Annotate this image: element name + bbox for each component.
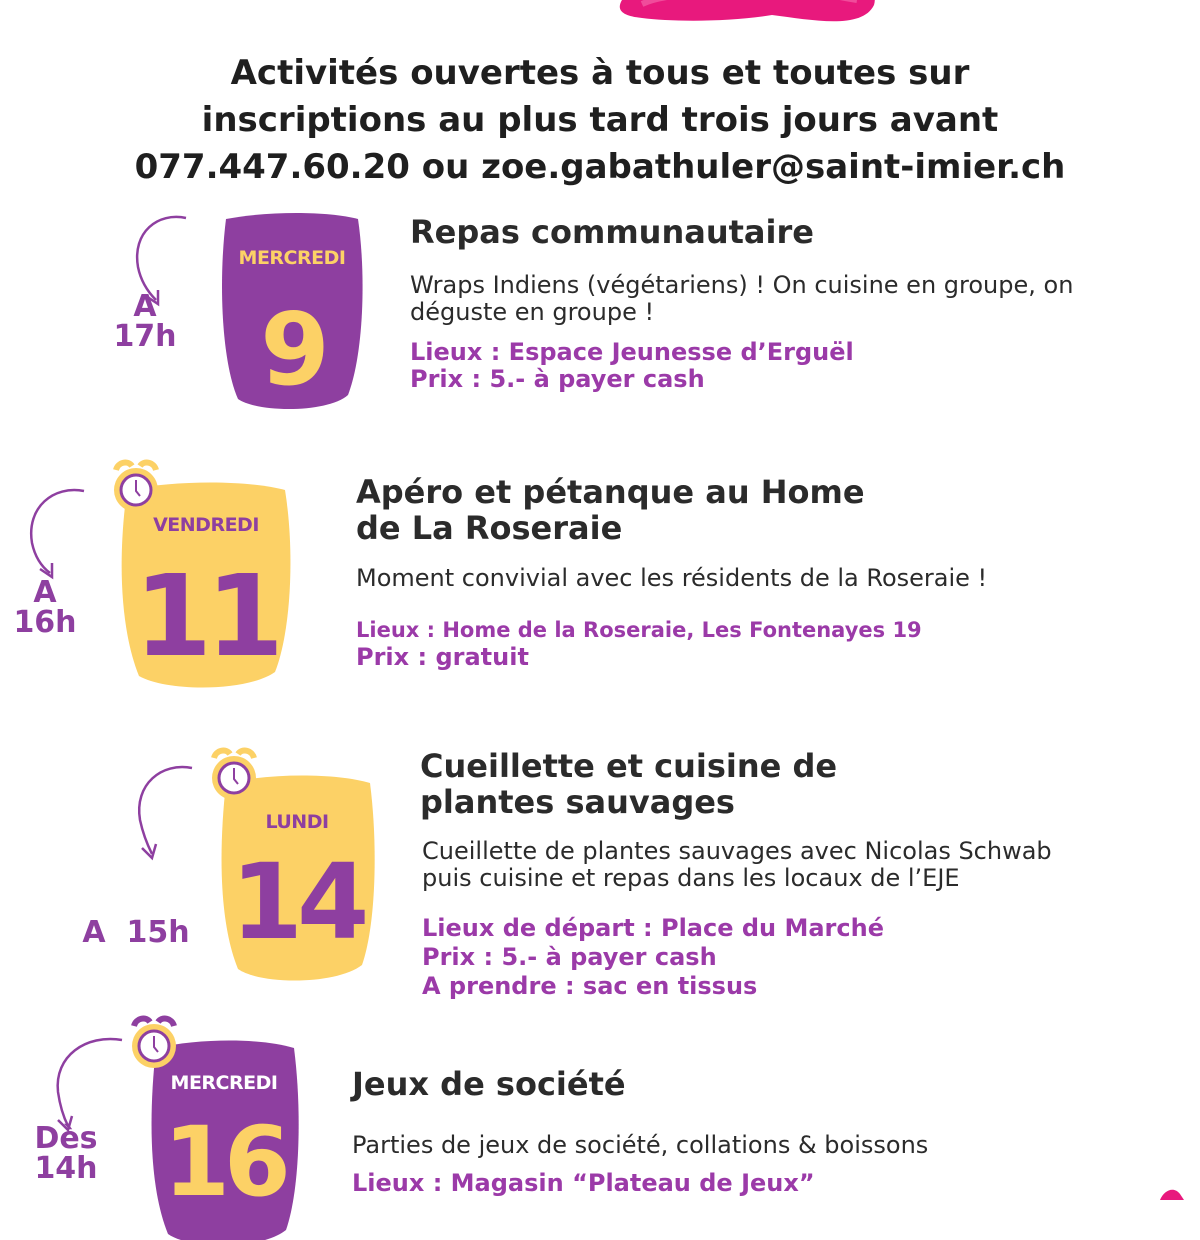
alarm-clock-icon <box>204 746 264 806</box>
event-1-info: Lieux : Espace Jeunesse d’Erguël Prix : 5.- à payer cash <box>410 338 854 393</box>
header-line-1: Activités ouvertes à tous et toutes sur <box>230 53 970 93</box>
event-4-day: MERCREDI <box>170 1072 278 1094</box>
curved-arrow-icon <box>22 485 92 585</box>
curved-arrow-icon <box>130 762 200 862</box>
event-4-description: Parties de jeux de société, collations & boissons <box>352 1131 929 1159</box>
event-1-title: Repas communautaire <box>410 213 814 251</box>
event-3-date: 14 <box>230 841 364 963</box>
event-2-time: A 16h <box>13 575 77 640</box>
event-2-title: Apéro et pétanque au Home de La Roseraie <box>356 473 865 547</box>
event-1-time: A 17h <box>113 289 177 354</box>
header <box>0 50 1200 191</box>
event-3-description: Cueillette de plantes sauvages avec Nicolas Schwab puis cuisine et repas dans les locaux de l’EJE <box>422 837 1052 892</box>
event-1-day: MERCREDI <box>238 247 346 269</box>
event-3-day: LUNDI <box>265 811 329 833</box>
event-2-description: Moment convivial avec les résidents de la Roseraie ! <box>356 564 988 592</box>
alarm-clock-icon <box>124 1014 184 1074</box>
event-1-date-badge <box>218 213 366 413</box>
event-4-title: Jeux de société <box>352 1065 626 1103</box>
event-2-day: VENDREDI <box>153 514 259 536</box>
event-3-time: A 15h <box>82 915 190 950</box>
curved-arrow-icon <box>50 1034 130 1134</box>
event-4-time: Dès 14h <box>34 1121 98 1186</box>
brand-blob <box>612 0 882 30</box>
event-3-date-badge <box>216 775 378 985</box>
event-4-info: Lieux : Magasin “Plateau de Jeux” <box>352 1169 815 1197</box>
event-2-info: Lieux : Home de la Roseraie, Les Fontenayes 19 Prix : gratuit <box>356 618 922 671</box>
alarm-clock-icon <box>106 458 166 518</box>
header-line-2: inscriptions au plus tard trois jours avant <box>201 100 999 140</box>
event-3-info: Lieux de départ : Place du Marché Prix : 5.- à payer cash A prendre : sac en tissus <box>422 914 884 1000</box>
event-1-date: 9 <box>260 291 324 408</box>
event-4-date: 16 <box>163 1106 285 1218</box>
event-2-date: 11 <box>134 552 278 682</box>
event-3-title: Cueillette et cuisine de plantes sauvages <box>420 747 838 821</box>
header-line-contact: 077.447.60.20 ou zoe.gabathuler@saint-imier.ch <box>134 147 1066 187</box>
event-1-description: Wraps Indiens (végétariens) ! On cuisine en groupe, on déguste en groupe ! <box>410 271 1074 326</box>
pink-accent-shape <box>1150 1180 1200 1200</box>
